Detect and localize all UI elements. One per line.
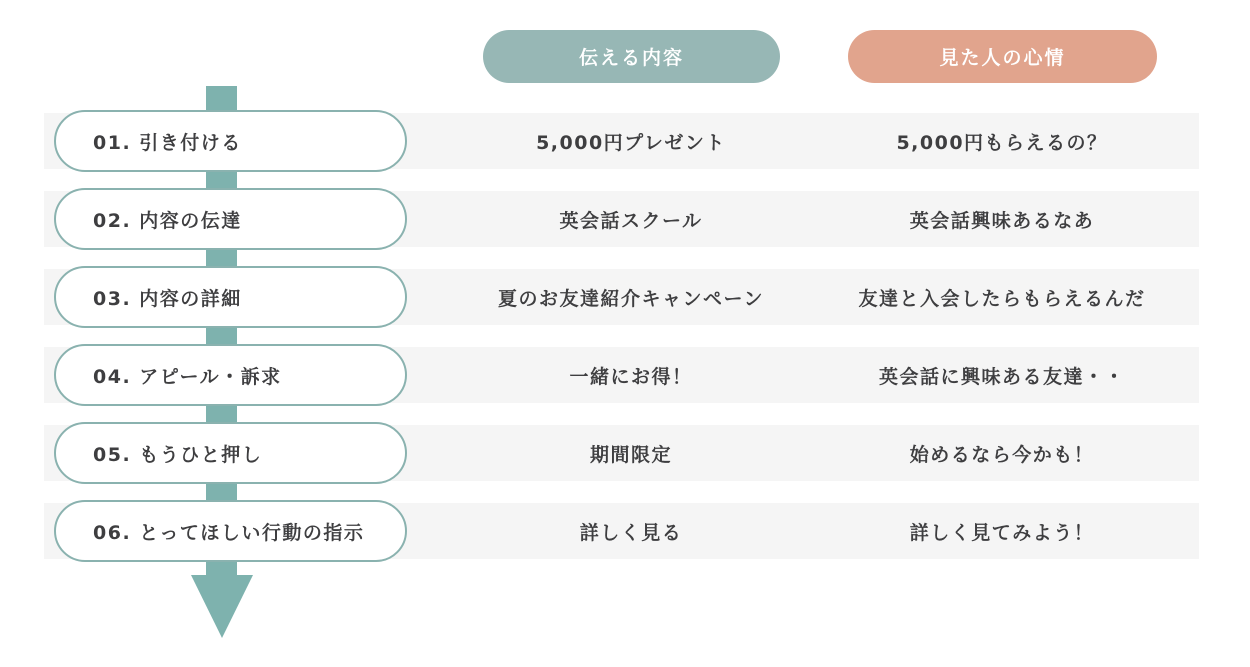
step-label: 05. もうひと押し [93,443,263,466]
step-label: 03. 内容の詳細 [93,287,242,310]
step-label: 04. アピール・訴求 [93,365,282,388]
step-pill [54,188,407,250]
step-pill [54,500,407,562]
emotion-cell: 英会話に興味ある友達・・ [878,365,1126,388]
step-label: 01. 引き付ける [93,131,242,154]
flow-row-4 [0,344,1250,406]
flow-row-2 [0,188,1250,250]
emotion-cell: 英会話興味あるなあ [909,209,1095,232]
content-cell: 英会話スクール [559,209,703,232]
step-pill [54,344,407,406]
emotion-cell: 詳しく見てみよう！ [909,521,1095,544]
flow-row-3 [0,266,1250,328]
flow-row-6 [0,500,1250,562]
step-pill [54,422,407,484]
content-cell: 夏のお友達紹介キャンペーン [497,287,765,310]
content-column-header [483,30,780,83]
step-pill [54,110,407,172]
flow-row-1 [0,110,1250,172]
down-arrow-head-icon [191,575,253,638]
step-label: 06. とってほしい行動の指示 [93,521,365,544]
emotion-column-header [848,30,1157,83]
flow-row-5 [0,422,1250,484]
content-cell: 5,000円プレゼント [536,131,726,154]
emotion-cell: 始めるなら今かも！ [909,443,1095,466]
content-cell: 一緒にお得！ [569,365,693,388]
content-column-header-label: 伝える内容 [578,47,684,69]
step-pill [54,266,407,328]
step-label: 02. 内容の伝達 [93,209,242,232]
content-cell: 詳しく見る [579,521,683,544]
emotion-column-header-label: 見た人の心情 [939,47,1066,69]
emotion-cell: 友達と入会したらもらえるんだ [858,287,1146,310]
content-cell: 期間限定 [589,443,673,466]
emotion-cell: 5,000円もらえるの？ [896,131,1108,154]
